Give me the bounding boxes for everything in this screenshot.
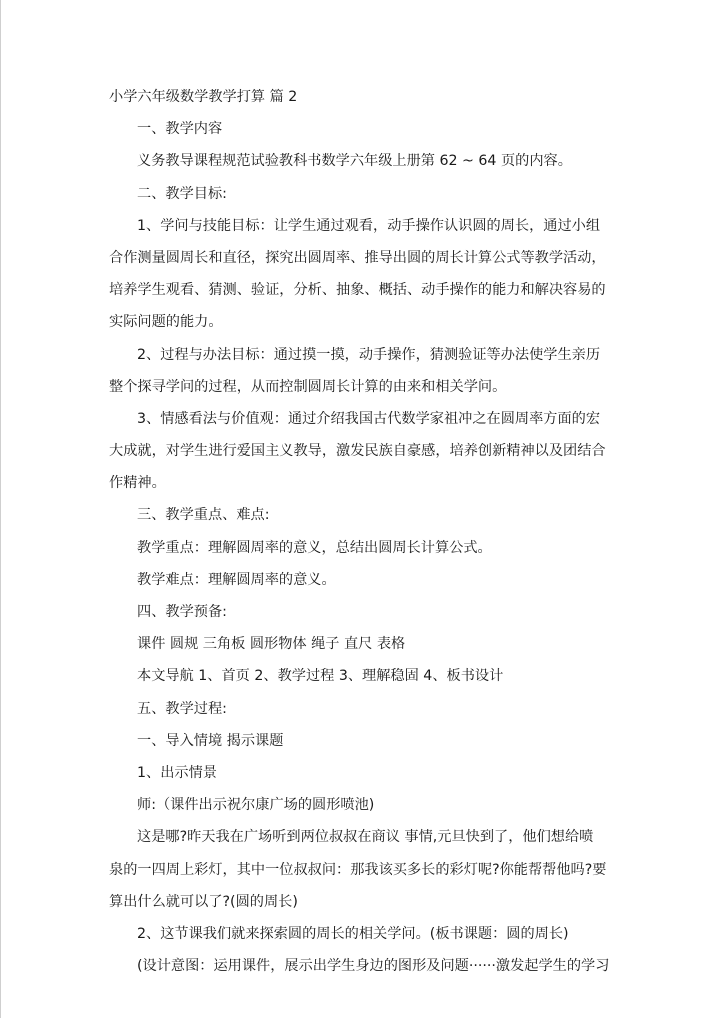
goal-process-line: 2、过程与办法目标：通过摸一摸，动手操作，猜测验证等办法使学生亲历 [137,346,601,363]
goal-process-methods [109,342,617,401]
section-heading-preparation: 四、教学预备: [137,604,227,620]
step-heading-intro: 一、导入情境 揭示课题 [137,732,284,749]
dialog-line: 这是哪?昨天我在广场听到两位叔叔在商议 事情,元旦快到了，他们想给喷 [137,829,594,846]
section-heading-teaching-content: 一、教学内容 [137,121,223,138]
dialog-line: 算出什么就可以了?(圆的周长) [109,893,298,910]
key-point-text: 教学重点：理解圆周率的意义，总结出圆周长计算公式。 [137,539,492,556]
article-navigation: 本文导航 1、首页 2、教学过程 3、理解稳固 4、板书设计 [137,668,504,685]
section-heading-teaching-goals: 二、教学目标: [137,185,227,202]
difficulty-text: 教学难点：理解圆周率的意义。 [137,571,336,588]
goal-emotion-line: 作精神。 [109,475,166,492]
goal-emotion-line: 大成就，对学生进行爱国主义教导，激发民族自豪感，培养创新精神以及团结合 [109,443,606,460]
section-heading-key-points: 三、教学重点、难点: [137,507,270,524]
goal-knowledge-skills [109,213,617,336]
teacher-dialog [109,824,617,915]
materials-list: 课件 圆规 三角板 圆形物体 绳子 直尺 表格 [137,636,406,653]
document-title: 小学六年级数学教学打算 篇 2 [109,89,298,105]
document-body [109,84,617,980]
teaching-content-text: 义务教导课程规范试验教科书数学六年级上册第 62 ~ 64 页的内容。 [137,153,572,170]
goal-knowledge-line: 培养学生观看、猜测、验证，分析、抽象、概括、动手操作的能力和解决容易的 [109,282,606,299]
dialog-line: 泉的一四周上彩灯，其中一位叔叔问：那我该买多长的彩灯呢?你能帮帮他吗?要 [109,861,607,878]
goal-process-line: 整个探寻学问的过程，从而控制圆周长计算的由来和相关学问。 [109,378,507,395]
goal-knowledge-line: 合作测量圆周长和直径，探究出圆周率、推导出圆的周长计算公式等教学活动， [109,249,606,266]
goal-emotion-line: 3、情感看法与价值观：通过介绍我国古代数学家祖冲之在圆周率方面的宏 [137,410,601,427]
step-explore-topic: 2、这节课我们就来探索圆的周长的相关学问。(板书课题：圆的周长) [137,925,569,942]
section-heading-teaching-process: 五、教学过程: [137,700,227,717]
design-intent: (设计意图：运用课件，展示出学生身边的图形及问题······激发起学生的学习 [137,958,610,975]
goal-knowledge-line: 1、学问与技能目标：让学生通过观看，动手操作认识圆的周长，通过小组 [137,217,601,234]
step-show-scene: 1、出示情景 [137,764,217,781]
goal-emotion-values [109,406,617,497]
goal-knowledge-line: 实际问题的能力。 [109,314,223,331]
teacher-line: 师:（课件出示祝尔康广场的圆形喷池) [137,797,375,814]
